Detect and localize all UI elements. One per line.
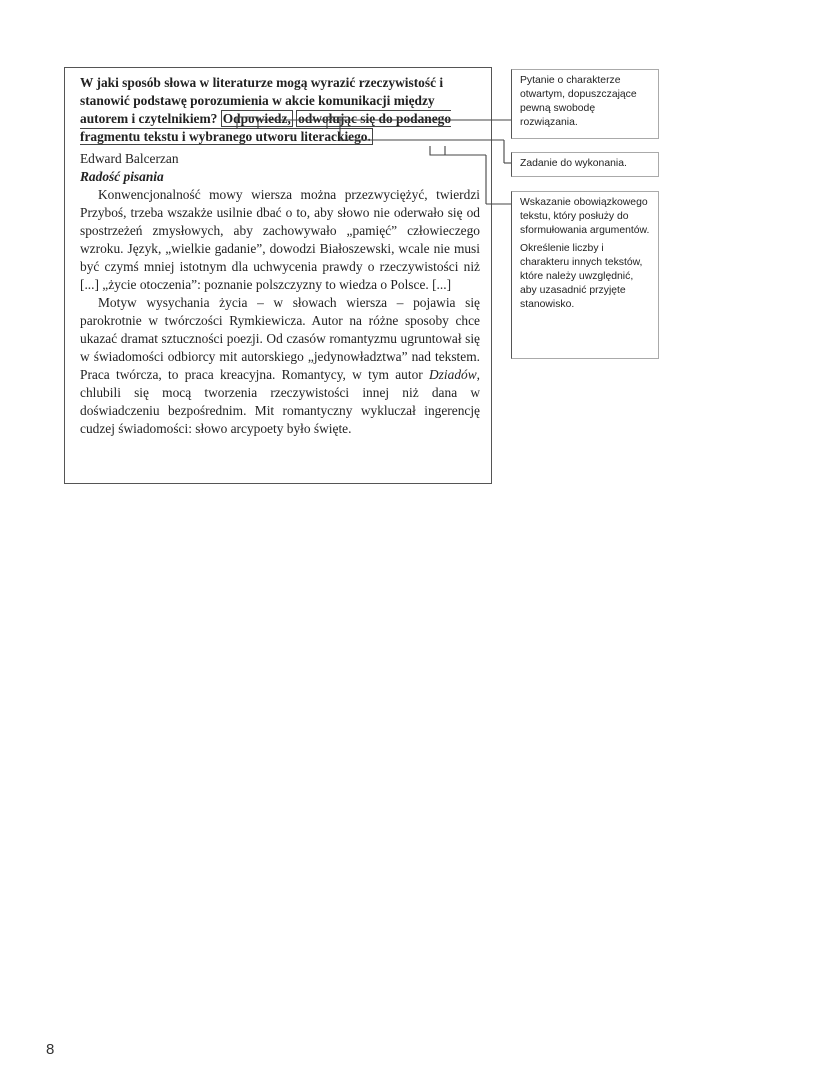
annotation-texts: Wskazanie obowiązkowego tekstu, który posłuży do sformułowania argumentów. Określenie liczby i charakteru innych tekstów, które należy uwzględnić, aby uzasadnić przyjęte stanowisko.	[511, 191, 659, 359]
text-author: Edward Balcerzan	[80, 151, 179, 166]
task-content	[80, 74, 480, 438]
annotation-open-question: Pytanie o charakterze otwartym, dopuszczające pewną swobodę rozwiązania.	[511, 69, 659, 139]
question-part-source: odwołując się do podanego fragmentu tekstu i wybranego utworu literackiego.	[80, 111, 452, 144]
text-title: Radość pisania	[80, 169, 164, 184]
annotation-task: Zadanie do wykonania.	[511, 152, 659, 177]
question-part-command: Odpowiedz,	[222, 111, 291, 126]
text-fragment	[80, 186, 480, 438]
paragraph-2: Motyw wysychania życia – w słowach wiersza – pojawia się parokrotnie w twórczości Rymkiewicza. Autor na różne sposoby chce ukazać dramat sztuczności poezji. Od czasów romantyzmu ugruntował się w świadomości odbiorcy mit autorskiego „jedynowładztwa” nad tekstem. Praca twórcza, to praca kreacyjna. Romantycy, w tym autor Dziadów, chlubili się mocą tworzenia rzeczywistości innej niż dana w doświadczeniu bezpośrednim. Mit romantyczny wykluczał ingerencję cudzej świadomości: słowo arcypoety było święte.	[80, 295, 480, 436]
question-part-open: W jaki sposób słowa w literaturze mogą wyrazić rzeczywistość i stanowić podstawę porozumienia w akcie komunikacji między autorem i czytelnikiem?	[80, 75, 444, 126]
italic-title: Dziadów	[429, 367, 477, 382]
page-number: 8	[46, 1041, 55, 1058]
paragraph-1: Konwencjonalność mowy wiersza można przezwyciężyć, twierdzi Przyboś, trzeba wszakże usilnie dbać o to, aby słowo nie oderwało się od spostrzeżeń zmysłowych, aby zachowywało „pamięć” człowieczego wzroku. Język, „wielkie gadanie”, dowodzi Białoszewski, wcale nie musi być czymś mniej istotnym dla uchwycenia prawdy o rzeczywistości niż [...] „życie otoczenia”: poznanie polszczyzny to wiedza o Polsce. [...]	[80, 187, 480, 292]
question	[80, 74, 480, 146]
